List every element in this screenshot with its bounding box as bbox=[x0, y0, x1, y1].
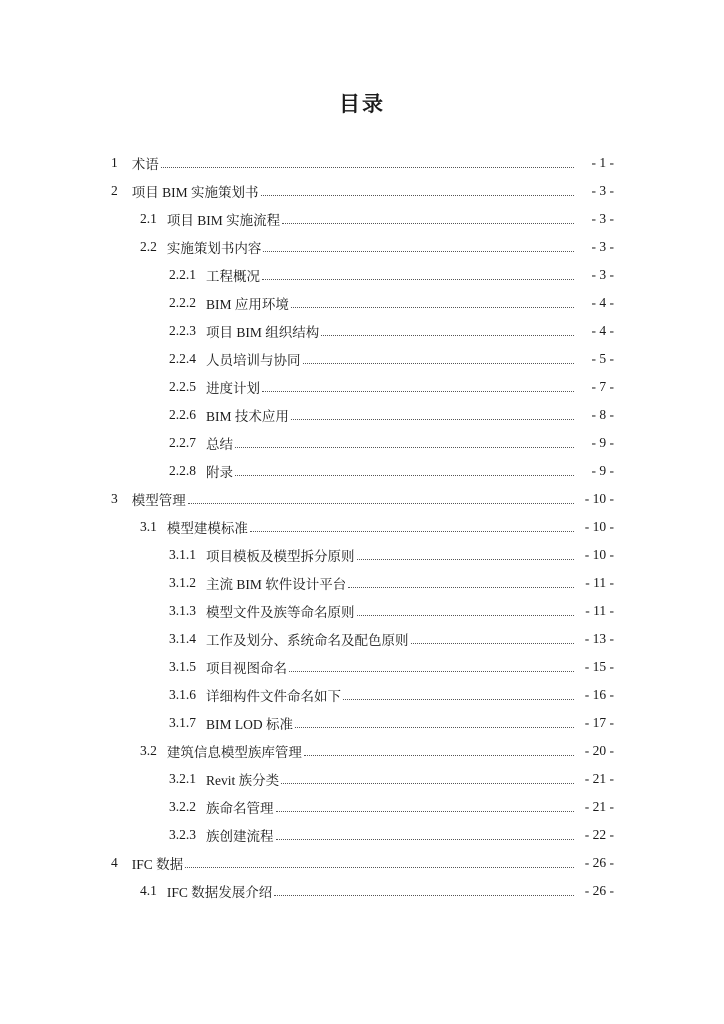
toc-entry-page: - 21 - bbox=[584, 799, 614, 814]
toc-entry[interactable] bbox=[0, 513, 724, 541]
toc-dot-leader bbox=[282, 209, 574, 224]
toc-entry-title: 项目 BIM 组织结构 bbox=[206, 325, 320, 340]
toc-entry-page: - 5 - bbox=[591, 351, 614, 366]
toc-entry-number: 3.1.3 bbox=[169, 603, 196, 618]
toc-entry-title: 工作及划分、系统命名及配色原则 bbox=[206, 633, 409, 648]
toc-entry-number: 3 bbox=[111, 491, 118, 506]
toc-dot-leader bbox=[348, 573, 574, 588]
toc-entry-title: 进度计划 bbox=[206, 381, 260, 396]
toc-entry[interactable] bbox=[0, 737, 724, 765]
toc-dot-leader bbox=[343, 685, 574, 700]
toc-entry-number: 2.2.6 bbox=[169, 407, 196, 422]
toc-entry-page: - 26 - bbox=[584, 883, 614, 898]
toc-entry-number: 2.2.7 bbox=[169, 435, 196, 450]
toc-entry-number: 1 bbox=[111, 155, 118, 170]
toc-entry-number: 3.1.1 bbox=[169, 547, 196, 562]
toc-entry-number: 3.1.6 bbox=[169, 687, 196, 702]
toc-dot-leader bbox=[357, 545, 575, 560]
toc-dot-leader bbox=[235, 433, 574, 448]
toc-entry-title: 主流 BIM 软件设计平台 bbox=[206, 577, 347, 592]
toc-entry-number: 2.2.1 bbox=[169, 267, 196, 282]
toc-entry-page: - 1 - bbox=[591, 155, 614, 170]
toc-entry-title: 族创建流程 bbox=[206, 829, 274, 844]
toc-entry-page: - 16 - bbox=[584, 687, 614, 702]
toc-entry[interactable] bbox=[0, 653, 724, 681]
toc-entry[interactable] bbox=[0, 317, 724, 345]
toc-entry-title: 项目 BIM 实施策划书 bbox=[131, 185, 259, 200]
toc-entry-number: 2 bbox=[111, 183, 118, 198]
toc-entry[interactable] bbox=[0, 345, 724, 373]
toc-entry[interactable] bbox=[0, 485, 724, 513]
toc-dot-leader bbox=[291, 405, 574, 420]
toc-entry-title: BIM LOD 标准 bbox=[206, 717, 293, 732]
toc-entry-title: 人员培训与协同 bbox=[206, 353, 301, 368]
toc-entry[interactable] bbox=[0, 597, 724, 625]
toc-dot-leader bbox=[185, 853, 574, 868]
toc-entry-number: 2.2.2 bbox=[169, 295, 196, 310]
toc-dot-leader bbox=[411, 629, 575, 644]
toc-entry-page: - 3 - bbox=[591, 239, 614, 254]
toc-dot-leader bbox=[261, 181, 574, 196]
toc-entry-page: - 22 - bbox=[584, 827, 614, 842]
toc-dot-leader bbox=[250, 517, 574, 532]
toc-entry[interactable] bbox=[0, 205, 724, 233]
toc-dot-leader bbox=[276, 825, 575, 840]
toc-entry-number: 3.1.4 bbox=[169, 631, 196, 646]
toc-entry[interactable] bbox=[0, 233, 724, 261]
toc-entry-number: 2.2.8 bbox=[169, 463, 196, 478]
toc-entry-page: - 4 - bbox=[591, 323, 614, 338]
toc-entry-number: 3.1.2 bbox=[169, 575, 196, 590]
toc-entry[interactable] bbox=[0, 681, 724, 709]
toc-entry[interactable] bbox=[0, 373, 724, 401]
toc-dot-leader bbox=[281, 769, 574, 784]
toc-entry-title: 总结 bbox=[206, 437, 233, 452]
toc-dot-leader bbox=[303, 349, 575, 364]
toc-entry-number: 3.1.5 bbox=[169, 659, 196, 674]
toc-entry-page: - 26 - bbox=[584, 855, 614, 870]
toc-entry[interactable] bbox=[0, 401, 724, 429]
toc-entry-title: BIM 技术应用 bbox=[206, 409, 289, 424]
toc-entry[interactable] bbox=[0, 625, 724, 653]
toc-entry-page: - 3 - bbox=[591, 267, 614, 282]
toc-entry-page: - 17 - bbox=[584, 715, 614, 730]
toc-entry-title: 详细构件文件命名如下 bbox=[206, 689, 341, 704]
toc-entry-page: - 4 - bbox=[591, 295, 614, 310]
toc-dot-leader bbox=[274, 881, 574, 896]
toc-entry-page: - 7 - bbox=[591, 379, 614, 394]
toc-entry-title: 项目 BIM 实施流程 bbox=[166, 213, 281, 228]
toc-entry-title: 附录 bbox=[206, 465, 233, 480]
toc-entry-page: - 11 - bbox=[585, 603, 614, 618]
toc-entry-number: 3.1 bbox=[140, 519, 157, 534]
toc-entry-title: 实施策划书内容 bbox=[166, 241, 262, 256]
toc-entry-page: - 20 - bbox=[584, 743, 614, 758]
toc-entry[interactable] bbox=[0, 793, 724, 821]
toc-entry-title: 模型建模标准 bbox=[166, 521, 248, 536]
toc-entry-page: - 3 - bbox=[591, 211, 614, 226]
toc-entry-page: - 9 - bbox=[591, 435, 614, 450]
toc-dot-leader bbox=[188, 489, 574, 504]
toc-entry-number: 3.2 bbox=[140, 743, 157, 758]
toc-entry[interactable] bbox=[0, 429, 724, 457]
toc-entry-page: - 13 - bbox=[584, 631, 614, 646]
toc-entry-number: 2.1 bbox=[140, 211, 157, 226]
toc-entry[interactable] bbox=[0, 261, 724, 289]
toc-entry-number: 3.2.3 bbox=[169, 827, 196, 842]
toc-dot-leader bbox=[262, 265, 574, 280]
toc-entry-number: 2.2 bbox=[140, 239, 157, 254]
toc-entry-page: - 11 - bbox=[585, 575, 614, 590]
toc-dot-leader bbox=[235, 461, 574, 476]
toc-dot-leader bbox=[291, 293, 574, 308]
toc-entry-title: 模型管理 bbox=[131, 493, 186, 508]
toc-entry[interactable] bbox=[0, 569, 724, 597]
toc-entry-title: IFC 数据发展介绍 bbox=[166, 885, 273, 900]
toc-entry-title: IFC 数据 bbox=[131, 857, 184, 872]
toc-entry-page: - 9 - bbox=[591, 463, 614, 478]
toc-entry-title: 工程概况 bbox=[206, 269, 260, 284]
toc-dot-leader bbox=[262, 377, 574, 392]
toc-entry-title: 术语 bbox=[131, 157, 159, 172]
toc-entry-page: - 3 - bbox=[591, 183, 614, 198]
toc-entry[interactable] bbox=[0, 765, 724, 793]
toc-dot-leader bbox=[295, 713, 574, 728]
toc-entry[interactable] bbox=[0, 289, 724, 317]
toc-dot-leader bbox=[276, 797, 575, 812]
toc-entry-title: Revit 族分类 bbox=[206, 773, 280, 788]
toc-entry-number: 3.1.7 bbox=[169, 715, 196, 730]
toc-entry-number: 2.2.5 bbox=[169, 379, 196, 394]
toc-entry-number: 4 bbox=[111, 855, 118, 870]
toc-dot-leader bbox=[321, 321, 574, 336]
toc-entry-title: 建筑信息模型族库管理 bbox=[166, 745, 302, 760]
toc-entry-number: 4.1 bbox=[140, 883, 157, 898]
toc-dot-leader bbox=[161, 153, 574, 168]
toc-entry-number: 3.2.2 bbox=[169, 799, 196, 814]
toc-entry-title: BIM 应用环境 bbox=[206, 297, 289, 312]
toc-entry-number: 3.2.1 bbox=[169, 771, 196, 786]
toc-entry-page: - 21 - bbox=[584, 771, 614, 786]
toc-dot-leader bbox=[304, 741, 574, 756]
table-of-contents bbox=[0, 149, 724, 905]
toc-entry[interactable] bbox=[0, 877, 724, 905]
toc-entry[interactable] bbox=[0, 457, 724, 485]
toc-entry[interactable] bbox=[0, 849, 724, 877]
toc-entry-number: 2.2.4 bbox=[169, 351, 196, 366]
toc-entry-page: - 10 - bbox=[584, 491, 614, 506]
toc-dot-leader bbox=[357, 601, 575, 616]
toc-entry[interactable] bbox=[0, 821, 724, 849]
toc-dot-leader bbox=[289, 657, 574, 672]
page-title: 目录 bbox=[339, 92, 385, 116]
toc-entry-title: 项目模板及模型拆分原则 bbox=[206, 549, 355, 564]
toc-entry[interactable] bbox=[0, 709, 724, 737]
toc-entry[interactable] bbox=[0, 149, 724, 177]
toc-entry-page: - 15 - bbox=[584, 659, 614, 674]
toc-entry-title: 模型文件及族等命名原则 bbox=[206, 605, 355, 620]
toc-entry-title: 族命名管理 bbox=[206, 801, 274, 816]
toc-entry-title: 项目视图命名 bbox=[206, 661, 287, 676]
toc-entry[interactable] bbox=[0, 177, 724, 205]
toc-entry[interactable] bbox=[0, 541, 724, 569]
toc-entry-page: - 10 - bbox=[584, 519, 614, 534]
toc-entry-number: 2.2.3 bbox=[169, 323, 196, 338]
toc-entry-page: - 8 - bbox=[591, 407, 614, 422]
toc-entry-page: - 10 - bbox=[584, 547, 614, 562]
toc-dot-leader bbox=[263, 237, 574, 252]
